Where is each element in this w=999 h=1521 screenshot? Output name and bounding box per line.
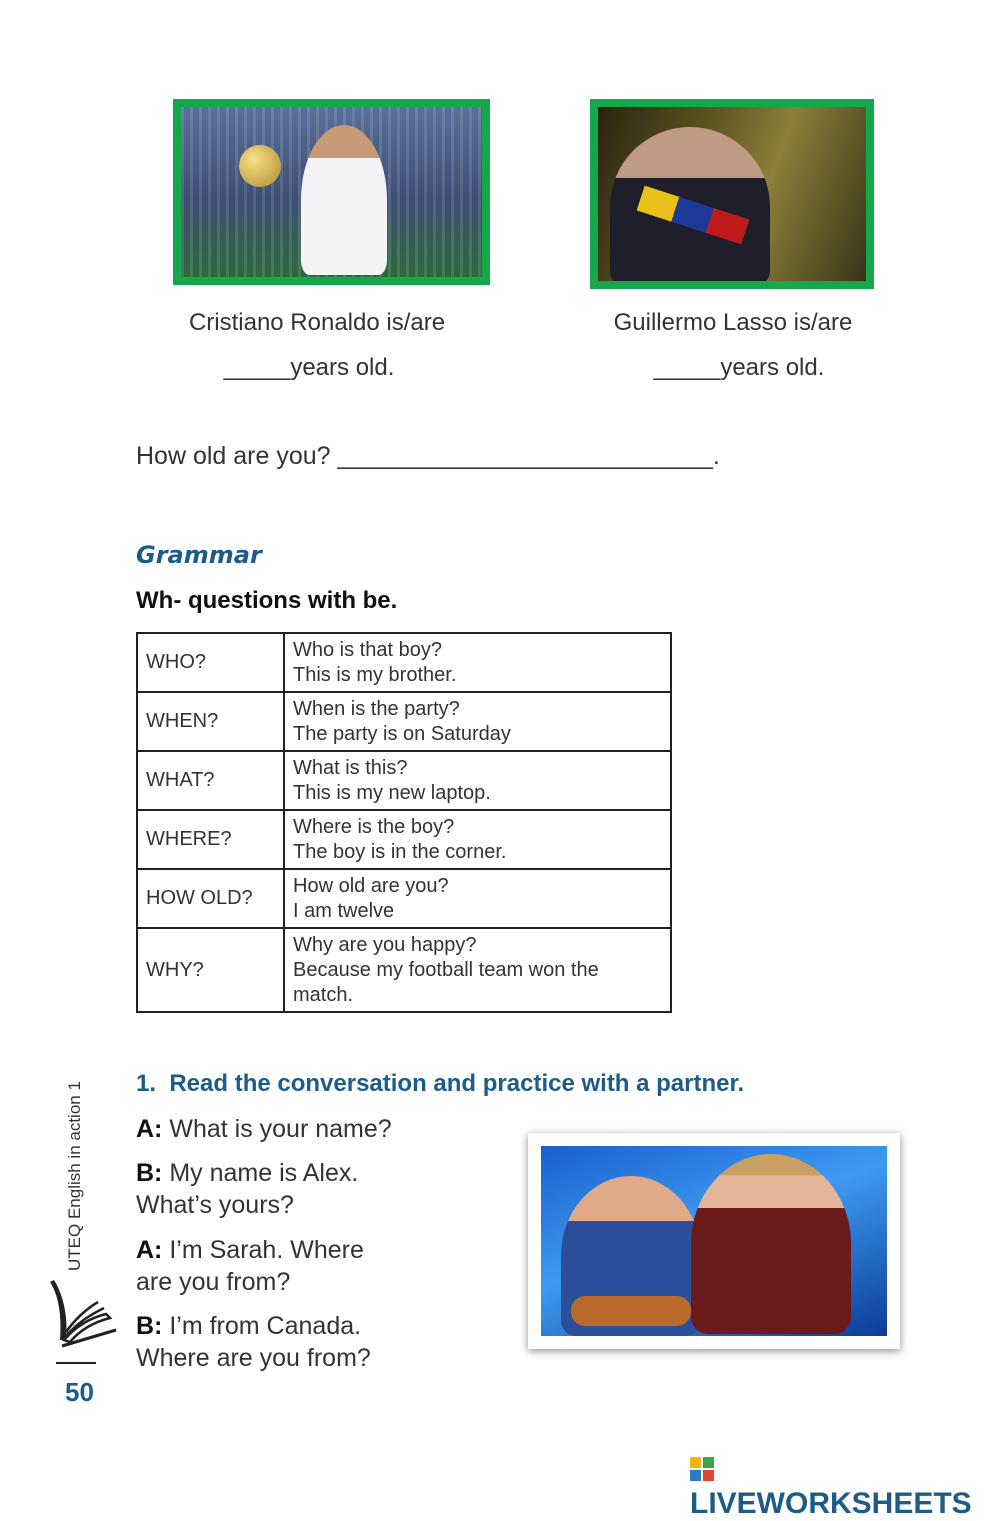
table-row xyxy=(137,928,671,1012)
ronaldo-caption-line1: Cristiano Ronaldo is/are xyxy=(188,309,446,336)
wh-word: HOW OLD? xyxy=(137,869,284,928)
dialog-text: What is your name? xyxy=(169,1115,392,1143)
example-cell xyxy=(284,869,671,928)
example-cell xyxy=(284,928,671,1012)
page-number: 50 xyxy=(65,1377,94,1407)
dialog-text: My name is Alex. xyxy=(169,1159,359,1187)
table-row xyxy=(137,633,671,692)
liveworksheets-logo xyxy=(690,1453,999,1521)
wh-word: WHEN? xyxy=(137,692,284,751)
dialog-text: Where are you from? xyxy=(136,1344,371,1372)
table-row xyxy=(137,869,671,928)
example-cell xyxy=(284,751,671,810)
example-question: Who is that boy? xyxy=(293,638,442,661)
table-row xyxy=(137,810,671,869)
wh-word: WHY? xyxy=(137,928,284,1012)
ronaldo-caption-line2: _____years old. xyxy=(223,354,395,381)
example-answer: The party is on Saturday xyxy=(293,722,511,745)
wh-questions-table xyxy=(136,632,672,1013)
speaker-label: B: xyxy=(136,1159,163,1187)
book-icon xyxy=(40,1274,120,1350)
lasso-photo xyxy=(590,99,874,289)
dialog-text: are you from? xyxy=(136,1268,291,1296)
speaker-label: A: xyxy=(136,1236,163,1264)
table-row xyxy=(137,751,671,810)
dialog-text: What’s yours? xyxy=(136,1191,294,1219)
table-row xyxy=(137,692,671,751)
how-old-question: How old are you? ___________________________. xyxy=(136,442,720,470)
example-answer: I am twelve xyxy=(293,899,395,922)
example-answer: Because my football team won the match. xyxy=(293,958,599,1006)
lasso-caption-line1: Guillermo Lasso is/are xyxy=(613,309,853,336)
dialog-line xyxy=(136,1234,364,1298)
page-number-divider xyxy=(56,1362,96,1364)
speaker-label: A: xyxy=(136,1115,163,1143)
wh-word: WHERE? xyxy=(137,810,284,869)
example-cell xyxy=(284,810,671,869)
example-question: Why are you happy? xyxy=(293,933,477,956)
example-question: Where is the boy? xyxy=(293,815,455,838)
dialog-line xyxy=(136,1310,371,1374)
example-cell xyxy=(284,633,671,692)
dialog-text: I’m from Canada. xyxy=(169,1312,362,1340)
liveworksheets-logo-text: LIVEWORKSHEETS xyxy=(690,1487,972,1520)
example-answer: This is my new laptop. xyxy=(293,781,491,804)
liveworksheets-mark-icon xyxy=(690,1457,714,1481)
dialog-line xyxy=(136,1113,392,1145)
book-title-vertical: UTEQ English in action 1 xyxy=(65,1081,84,1271)
grammar-heading: Grammar xyxy=(136,541,262,569)
example-question: How old are you? xyxy=(293,874,449,897)
wh-word: WHAT? xyxy=(137,751,284,810)
singers-photo xyxy=(528,1133,900,1349)
wh-word: WHO? xyxy=(137,633,284,692)
example-question: When is the party? xyxy=(293,697,460,720)
dialog-text: I’m Sarah. Where xyxy=(169,1236,364,1264)
example-question: What is this? xyxy=(293,756,408,779)
grammar-subheading: Wh- questions with be. xyxy=(136,587,398,614)
lasso-caption-line2: _____years old. xyxy=(653,354,825,381)
exercise-heading: 1. Read the conversation and practice with a partner. xyxy=(136,1070,745,1097)
example-answer: This is my brother. xyxy=(293,663,457,686)
ronaldo-photo xyxy=(173,99,490,285)
example-answer: The boy is in the corner. xyxy=(293,840,507,863)
example-cell xyxy=(284,692,671,751)
speaker-label: B: xyxy=(136,1312,163,1340)
dialog-line xyxy=(136,1157,358,1221)
